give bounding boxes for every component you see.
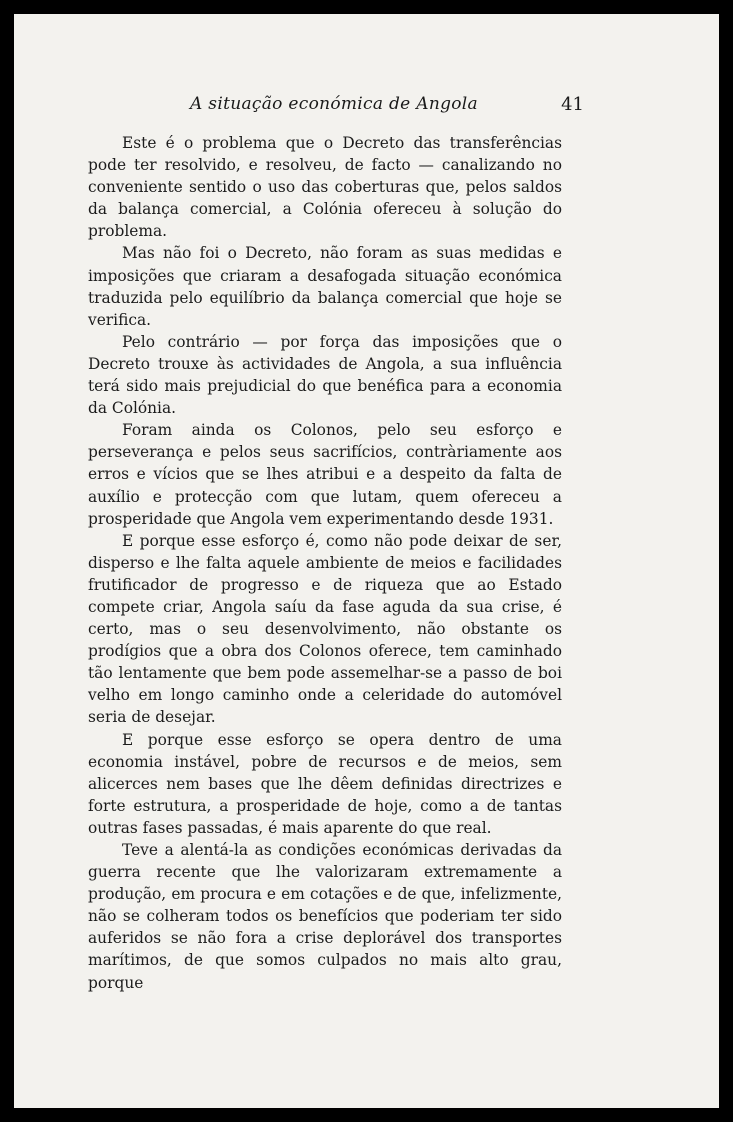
book-page [14,14,719,1108]
paragraph: E porque esse esforço se opera dentro de uma economia instável, pobre de recursos e de meios, sem alicerces nem bases que lhe dêem definidas directrizes e forte estrutura, a prosperidade de hoje, como a de tantas outras fases passadas, é mais aparente do que real. [88,730,562,837]
body-text [88,132,562,994]
page-header [84,94,584,124]
paragraph: E porque esse esforço é, como não pode deixar de ser, disperso e lhe falta aquele ambiente de meios e facilidades frutificador de progresso e de riqueza que ao Estado compete criar, Angola saíu da fase aguda da sua crise, é certo, mas o seu desenvolvimento, não obstante os prodígios que a obra dos Colonos oferece, tem caminhado tão lentamente que bem pode assemelhar-se a passo de boi velho em longo caminho onde a celeridade do automóvel seria de desejar. [88,531,562,727]
running-title: A situação económica de Angola [190,94,478,114]
paragraph: Foram ainda os Colonos, pelo seu esforço e perseverança e pelos seus sacrifícios, contràriamente aos erros e vícios que se lhes atribui e a despeito da falta de auxílio e protecção com que lutam, quem ofereceu a prosperidade que Angola vem experimentando desde 1931. [88,421,562,528]
paragraph: Pelo contrário — por força das imposições que o Decreto trouxe às actividades de Angola, a sua influência terá sido mais prejudicial do que benéfica para a economia da Colónia. [88,332,562,418]
paragraph: Este é o problema que o Decreto das transferências pode ter resolvido, e resolveu, de facto — canalizando no conveniente sentido o uso das coberturas que, pelos saldos da balança comercial, a Colónia ofereceu à solução do problema. [88,134,562,241]
page-number: 41 [561,94,584,115]
paragraph: Teve a alentá-la as condições económicas derivadas da guerra recente que lhe valorizaram extremamente a produção, em procura e em cotações e de que, infelizmente, não se colheram todos os benefícios que poderiam ter sido auferidos se não fora a crise deplorável dos transportes marítimos, de que somos culpados no mais alto grau, porque [88,841,562,992]
paragraph: Mas não foi o Decreto, não foram as suas medidas e imposições que criaram a desafogada situação económica traduzida pelo equilíbrio da balança comercial que hoje se verifica. [88,244,562,329]
